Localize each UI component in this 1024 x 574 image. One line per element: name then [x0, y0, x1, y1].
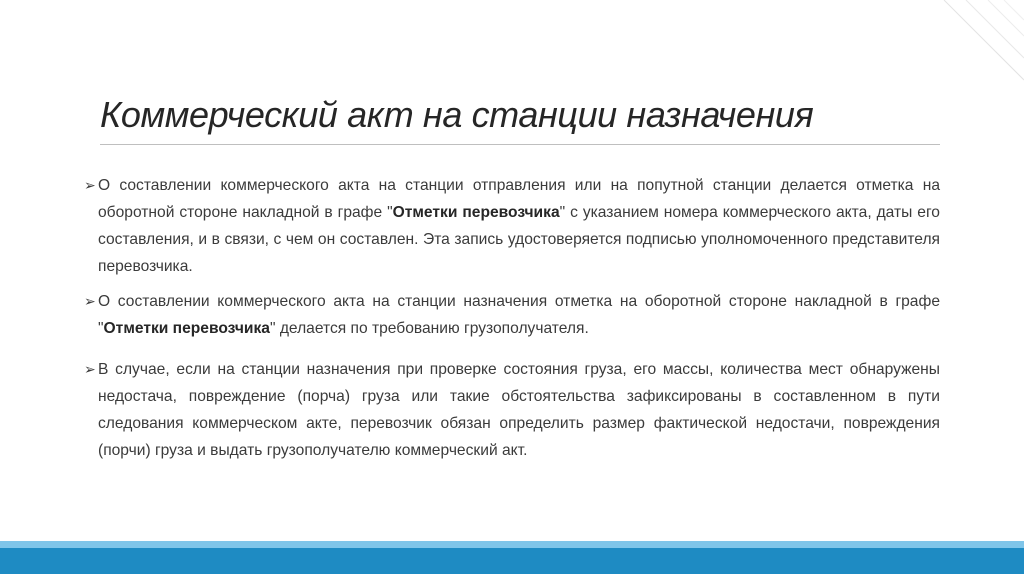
- bullet-text: " с указанием номера коммерческого акта, даты его составления, и в связи, с чем он составлен. Эта запись удостоверяется подписью уполномоченного представителя перевозчика.: [98, 204, 940, 275]
- bullet-list: [82, 172, 940, 464]
- bullet-arrow-icon: ➢: [84, 177, 96, 193]
- bullet-text: " делается по требованию грузополучателя.: [269, 320, 589, 337]
- bullet-arrow-icon: ➢: [84, 293, 96, 309]
- bullet-text: О составлении коммерческого акта на станции назначения отметка на оборотной стороне накладной в графе ": [98, 293, 940, 337]
- bullet-arrow-icon: ➢: [84, 361, 96, 377]
- bullet-item: [82, 356, 940, 464]
- bullet-item: [82, 288, 940, 342]
- bullet-item: [82, 172, 940, 280]
- slide-title: Коммерческий акт на станции назначения: [100, 94, 814, 135]
- bullet-bold-text: Отметки перевозчика: [392, 204, 560, 221]
- bullet-text: В случае, если на станции назначения при проверке состояния груза, его массы, количества мест обнаружены недостача, повреждение (порча) груза или такие обстоятельства зафиксированы в составленном в пути следования коммерческом акте, перевозчик обязан определить размер фактической недостачи, повреждения (порчи) груза и выдать грузополучателю коммерческий акт.: [98, 361, 940, 459]
- bullet-bold-text: Отметки перевозчика: [103, 320, 270, 337]
- bullet-text: О составлении коммерческого акта на станции отправления или на попутной станции делается отметка на оборотной стороне накладной в графе ": [98, 177, 940, 221]
- footer-accent-stripe: [0, 541, 1024, 548]
- title-divider: [100, 144, 940, 145]
- footer-accent-bar: [0, 548, 1024, 574]
